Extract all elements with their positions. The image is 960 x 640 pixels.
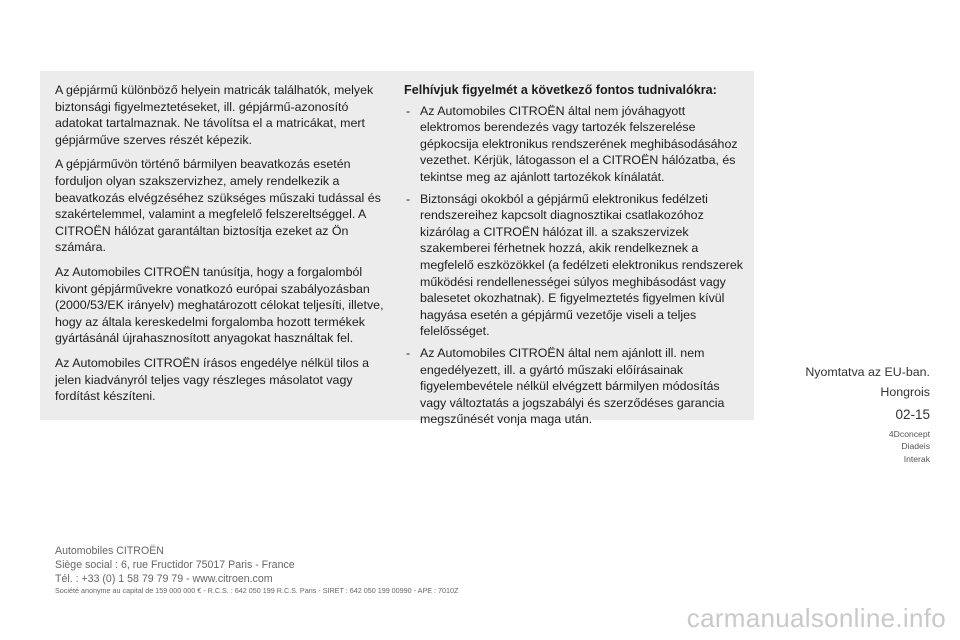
bullet-dash: - bbox=[406, 191, 411, 206]
notice-heading: Felhívjuk figyelmét a következő fontos tudnivalókra: bbox=[404, 83, 717, 97]
company-name: Automobiles CITROËN bbox=[55, 545, 164, 557]
bullet-dash: - bbox=[406, 345, 411, 360]
credit-item: Interak bbox=[903, 453, 930, 464]
footer bbox=[55, 544, 458, 596]
printed-in-eu: Nyomtatva az EU-ban. bbox=[805, 365, 930, 379]
list-item-text: Az Automobiles CITROËN által nem jóváhagyott elektromos berendezés vagy tartozék felszerelése gépkocsija elektronikus rendszerének meghibásodásához vezethet. Kérjük, látogasson el a CITROËN hálózatba, és tekintse meg az ajánlott tartozékok kínálatát. bbox=[420, 103, 738, 184]
list-item bbox=[404, 345, 744, 428]
paragraph-copyright: Az Automobiles CITROËN írásos engedélye nélkül tilos a jelen kiadványról teljes vagy részleges másolatot vagy fordítást készíteni. bbox=[55, 355, 370, 404]
paragraph-recycling: Az Automobiles CITROËN tanúsítja, hogy a forgalomból kivont gépjárművekre vonatkozó európai szabályozásban (2000/53/EK irányelv) meghatározott célokat teljesíti, illetve, hogy az általa kereskedelmi forgalomba hozott termékek gyártásánál újrahasznosított anyagokat használtak fel. bbox=[55, 264, 384, 346]
bullet-dash: - bbox=[406, 103, 411, 118]
watermark: carmanualsonline.info bbox=[686, 603, 946, 633]
paragraph-stickers: A gépjármű különböző helyein matricák találhatók, melyek biztonsági figyelmeztetéseket, ill. gépjármű-azonosító adatokat tartalmaznak. Ne távolítsa el a matricákat, mert gépjárműve szerves részét képezik. bbox=[55, 83, 374, 147]
company-address: Siège social : 6, rue Fructidor 75017 Paris - France bbox=[55, 559, 295, 571]
list-item-text: Biztonsági okokból a gépjármű elektronikus fedélzeti rendszereihez kapcsolt diagnosztikai csatlakozóhoz kizárólag a CITROËN hálózat ill. a szakszervizek szakemberei férhetnek hozzá, akik rendelkeznek a megfelelő eszközökkel (a fedélzeti elektronikus rendszerek működési rendellenességei súlyos meghibásodást vagy balesetet okozhatnak). E figyelmeztetés figyelmen kívül hagyása esetén a gépjármű vezetője viseli a teljes felelősséget. bbox=[420, 191, 744, 339]
language-label: Hongrois bbox=[880, 385, 930, 399]
paragraph-service: A gépjárművön történő bármilyen beavatkozás esetén forduljon olyan szakszervizhez, amely rendelkezik a beavatkozás elvégzéséhez szükséges műszaki tudással és szakértelemmel, valamint a megfelelő felszereltséggel. A CITROËN hálózat garantáltan biztosítja ezeket az Ön számára. bbox=[55, 157, 381, 255]
credits bbox=[889, 428, 930, 465]
list-item-text: Az Automobiles CITROËN által nem ajánlott ill. nem engedélyezett, ill. a gyártó műszaki előírásainak figyelembevétele nélkül elvégzett bármilyen módosítás vagy változtatás a jogszabályi és szerződéses garancia megszűnését vonja maga után. bbox=[420, 345, 725, 427]
credit-item: 4Dconcept bbox=[888, 429, 930, 439]
credit-item: Diadeis bbox=[901, 441, 930, 452]
legal-info: Société anonyme au capital de 159 000 000 € - R.C.S. : 642 050 199 R.C.S. Paris - SIRET : 642 050 199 00990 - APE : 7010Z bbox=[55, 586, 459, 595]
company-phone: Tél. : +33 (0) 1 58 79 79 79 - www.citroen.com bbox=[55, 573, 273, 585]
left-column bbox=[55, 82, 395, 413]
page-number: 02-15 bbox=[895, 407, 930, 422]
list-item bbox=[404, 191, 744, 340]
right-column bbox=[404, 82, 744, 433]
notice-list bbox=[404, 103, 744, 428]
print-note bbox=[805, 362, 930, 402]
list-item bbox=[404, 103, 744, 186]
